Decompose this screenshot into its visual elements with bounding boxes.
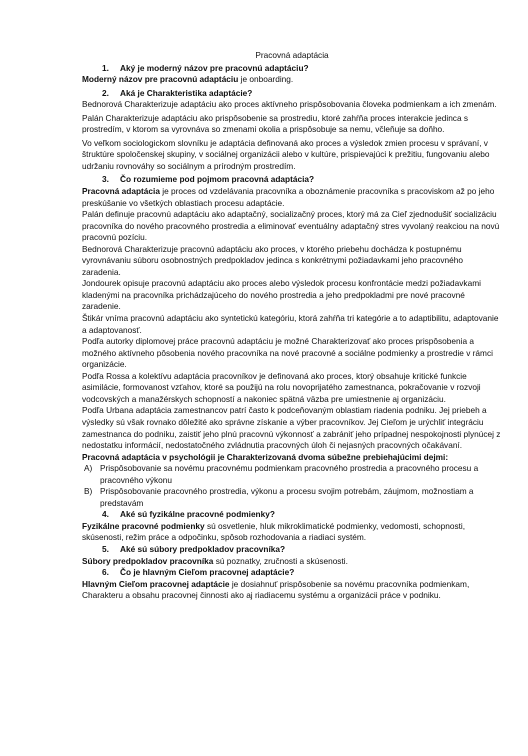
paragraph: Bednorová Charakterizuje adaptáciu ako proces aktívneho prispôsobovania človeka podmienkam a ich zmenám.	[82, 99, 497, 110]
psychology-heading: Pracovná adaptácia v psychológii je Charakterizovaná dvoma súbežne prebiehajúcimi dejmi:	[82, 451, 449, 462]
page-title: Pracovná adaptácia	[255, 50, 329, 60]
answer-6: Hlavným Cieľom pracovnej adaptácie je dosiahnuť prispôsobenie sa novému pracovníka podmienkam, Charakteru a obsahu pracovnej činnosti ako aj riadiacemu systému a organizácii práce v podniku.	[82, 578, 470, 601]
paragraph: Palán Charakterizuje adaptáciu ako prispôsobenie sa prostrediu, ktoré zahŕňa proces interakcie jedinca s prostredím, v ktorom sa vyrovnáva so zmenami okolia a prispôsobuje sa nemu, včleňuje sa doňho.	[82, 112, 469, 135]
paragraph: Štikár vníma pracovnú adaptáciu ako syntetickú kategóriu, ktorá zahŕňa tri kategórie a to adaptibilitu, adaptovanie a adaptovanosť.	[82, 313, 499, 335]
list-item: B) Prispôsobovanie pracovného prostredia, výkonu a procesu svojim potrebám, záujmom, možnostiam a predstavám	[84, 486, 474, 508]
paragraph: Podľa Rossa a kolektívu adaptácia pracovníkov je definovaná ako proces, ktorý obsahuje kritické funkcie asimilácie, formovanost vzťahov, ktoré sa použijú na rolu novoprijatého zamestnanca, pokračovanie v rozvoji vodcovských a manažérskych schopností a nakoniec spätná väzba pre umiestnenie aj organizáciu.	[82, 370, 481, 404]
paragraph: Podľa autorky diplomovej práce pracovnú adaptáciu je možné Charakterizovať ako proces prispôsobenia a možného aktívneho pôsobenia nového pracovníka na nové pracovné a sociálne podmienky a prostredie v rámci organizácie.	[82, 336, 493, 370]
paragraph: Podľa Urbana adaptácia zamestnancov patrí často k podceňovaným oblastiam riadenia podniku. Jej priebeh a výsledky sú však rovnako dôležité ako správne získanie a výber pracovníkov. Jej Cieľom je urýchliť integráciu zamestnanca do podniku, zaistiť jeho plnú pracovnú výkonnosť a zabrániť jeho prípadnej nespokojnosti plynúcej z nedostatku informácií, nedostatočného zvládnutia pracovných úloh či nejasných pracovných očakávaní.	[82, 405, 501, 451]
answer-1: Moderný názov pre pracovnú adaptáciu je onboarding.	[82, 74, 294, 85]
answer-5: Súbory predpokladov pracovníka sú poznatky, zručnosti a skúsenosti.	[82, 555, 348, 566]
list-item: A) Prispôsobovanie sa novému pracovnému podmienkam pracovného prostredia a pracovného procesu a pracovného výkonu	[84, 463, 479, 485]
answer-3: Pracovná adaptácia je proces od vzdelávania pracovníka a oboznámenie pracovníka s pracoviskom až po jeho preskúšanie vo všetkých oblastiach procesu adaptácie.	[82, 186, 495, 208]
question-2: 2. Aká je Charakteristika adaptácie?	[102, 87, 253, 98]
paragraph: Jondourek opisuje pracovnú adaptáciu ako proces alebo výsledok procesu konfrontácie medzi požiadavkami kladenými na pracovníka prichádzajúceho do nového prostredia a jeho predpokladmi pre nové pracovné zaradenie.	[82, 278, 481, 312]
question-3: 3. Čo rozumieme pod pojmom pracovná adaptácia?	[102, 174, 315, 185]
answer-4: Fyzikálne pracovné podmienky sú osvetlenie, hluk mikroklimatické podmienky, vedomosti, schopnosti, skúsenosti, režim práce a odpočinku, spôsob rozhodovania a riadiaci systém.	[82, 520, 466, 543]
question-6: 6. Čo je hlavným Cieľom pracovnej adaptácie?	[102, 567, 295, 578]
paragraph: Bednorová Charakterizuje pracovnú adaptáciu ako proces, v ktorého priebehu dochádza k postupnému vyrovnávaniu súboru osobnostných predpokladov jedinca s konkrétnymi požiadavkami jeho pracovného zaradenia.	[82, 243, 463, 277]
question-1: 1. Aký je moderný názov pre pracovnú adaptáciu?	[102, 62, 309, 73]
question-4: 4. Aké sú fyzikálne pracovné podmienky?	[102, 509, 275, 520]
document-page	[82, 50, 502, 602]
paragraph: Palán definuje pracovnú adaptáciu ako adaptačný, socializačný proces, ktorý má za Cieľ zjednodušiť socializáciu pracovníka do nového pracovného prostredia a eliminovať eventuálny adaptačný stres vyvolaný reakciou na novú pracovnú pozíciu.	[82, 209, 500, 243]
paragraph: Vo veľkom sociologickom slovníku je adaptácia definovaná ako proces a výsledok zmien procesu v správaní, v štruktúre spoločenskej skupiny, v sociálnej organizácii alebo v kultúre, prispievajúci k prežitiu, fungovaniu alebo udržaniu rovnováhy so sociálnym a prírodným prostredím.	[82, 137, 490, 171]
question-5: 5. Aké sú súbory predpokladov pracovníka?	[102, 543, 286, 554]
